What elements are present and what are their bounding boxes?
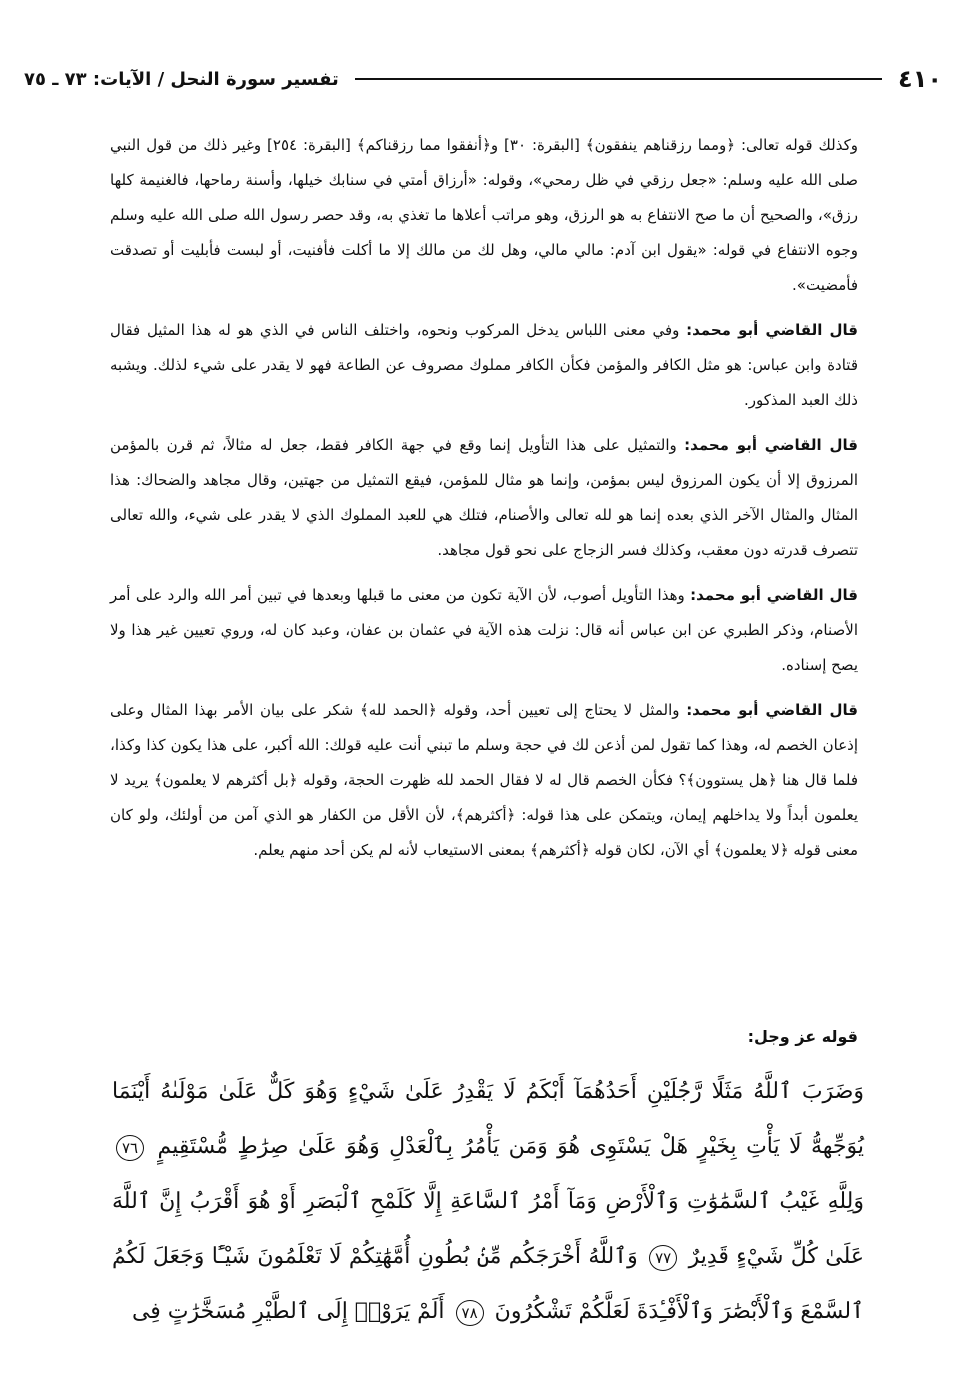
paragraph-text: وكذلك قوله تعالى: ﴿ومما رزقناهم ينفقون﴾ [البقرة: ٣٠] و﴿أنفقوا مما رزقناكم﴾ [البقرة: ٢٥٤] وغير ذلك من قول النبي صلى الله عليه وسلم: «جعل رزقي في ظل رمحي»، وقوله: «أرزاق أمتي في سنابك خيلها، وأسنة رماحها، فالغنيمة كلها رزق»، والصحيح أن ما صح الانتفاع به هو الرزق، وهو مراتب أعلاها ما تغذي به، وقد حصر رسول الله صلى الله عليه وسلم وجوه الانتفاع في قوله: «يقول ابن آدم: مالي مالي، وهل لك من مالك إلا ما أكلت فأفنيت، أو لبست فأبليت أو تصدقت فأمضيت». [110, 136, 858, 294]
ayah-number-marker: ٧٦ [116, 1135, 144, 1161]
paragraph-text: والتمثيل على هذا التأويل إنما وقع في جهة الكافر فقط، جعل له مثالاً، ثم قرن بالمؤمن المرزوق إلا أن يكون المرزوق ليس بمؤمن، وإنما هو مثال للمؤمن، فيقع التمثيل من جهتين، وقال مجاهد والضحاك: هذا المثال والمثال الآخر الذي بعده إنما هو لله تعالى والأصنام، فتلك هي للعبد المملوك الذي لا يقدر على شيء، والله تعالى تتصرف قدرته دون معقب، وكذلك فسر الزجاج على نحو قول مجاهد. [110, 436, 858, 559]
paragraph-speaker: قال القاضي أبو محمد: [690, 586, 858, 604]
verse-text: وَٱللَّهُ أَخْرَجَكُم مِّنۢ بُطُونِ أُمَّهَٰتِكُمْ لَا تَعْلَمُونَ شَيْـًٔا وَجَعَلَ لَكُمُ ٱلسَّمْعَ وَٱلْأَبْصَٰرَ وَٱلْأَفْـِٔدَةَ لَعَلَّكُمْ تَشْكُرُونَ [112, 1244, 864, 1324]
running-title: تفسير سورة النحل / الآيات: ٧٣ ـ ٧٥ [24, 68, 339, 90]
verse-intro: قوله عز وجل: [747, 1027, 858, 1046]
verse-text: أَلَمْ يَرَوْا۟ إِلَى ٱلطَّيْرِ مُسَخَّرَٰتٍ فِى [131, 1299, 445, 1324]
quran-verses [112, 1064, 864, 1339]
commentary-body [110, 128, 858, 878]
page-header [24, 62, 942, 96]
header-rule [355, 78, 882, 80]
ayah-number-marker: ٧٧ [649, 1245, 677, 1271]
paragraph-speaker: قال القاضي أبو محمد: [686, 701, 858, 719]
paragraph-speaker: قال القاضي أبو محمد: [684, 436, 858, 454]
paragraph [110, 578, 858, 683]
paragraph-text: والمثل لا يحتاج إلى تعيين أحد، وقوله ﴿الحمد لله﴾ شكر على بيان الأمر بهذا المثال وعلى إذعان الخصم له، وهذا كما تقول لمن أذعن لك في حجة وسلم ما تبني أنت عليه قولك: الله أكبر، على هذا يكون كذا وكذا، فلما قال هنا ﴿هل يستوون﴾؟ فكأن الخصم قال له لا فقال الحمد لله ظهرت الحجة، وقوله ﴿بل أكثرهم لا يعلمون﴾ يريد لا يعلمون أبداً ولا يداخلهم إيمان، ويتمكن على هذا قوله: ﴿أكثرهم﴾، لأن الأقل من الكفار هو الذي آمن من أولئك، ولو كان معنى قوله ﴿لا يعلمون﴾ أي الآن، لكان قوله ﴿أكثرهم﴾ بمعنى الاستيعاب لأنه لم يكن أحد منهم يعلم. [110, 701, 858, 859]
paragraph [110, 693, 858, 868]
verse-text: وَضَرَبَ ٱللَّهُ مَثَلًا رَّجُلَيْنِ أَحَدُهُمَآ أَبْكَمُ لَا يَقْدِرُ عَلَىٰ شَيْءٍ وَهُوَ كَلٌّ عَلَىٰ مَوْلَىٰهُ أَيْنَمَا يُوَجِّههُّ لَا يَأْتِ بِخَيْرٍ هَلْ يَسْتَوِى هُوَ وَمَن يَأْمُرُ بِٱلْعَدْلِ وَهُوَ عَلَىٰ صِرَٰطٍ مُّسْتَقِيمٍ [112, 1079, 864, 1159]
verse-text: وَلِلَّهِ غَيْبُ ٱلسَّمَٰوَٰتِ وَٱلْأَرْضِ وَمَآ أَمْرُ ٱلسَّاعَةِ إِلَّا كَلَمْحِ ٱلْبَصَرِ أَوْ هُوَ أَقْرَبُ إِنَّ ٱللَّهَ عَلَىٰ كُلِّ شَيْءٍ قَدِيرٌ [112, 1189, 865, 1269]
ayah-number-marker: ٧٨ [456, 1300, 484, 1326]
paragraph [110, 313, 858, 418]
paragraph [110, 428, 858, 568]
paragraph-speaker: قال القاضي أبو محمد: [686, 321, 858, 339]
paragraph-text: وهذا التأويل أصوب، لأن الآية تكون من معنى ما قبلها وبعدها في تبين أمر الله والرد على أمر الأصنام، وذكر الطبري عن ابن عباس أنه قال: نزلت هذه الآية في عثمان بن عفان، وعبد كان له، وروي تعيين غير هذا ولا يصح إسناده. [110, 586, 858, 674]
page-number: ٤١٠ [898, 65, 942, 93]
paragraph [110, 128, 858, 303]
paragraph-text: وفي معنى اللباس يدخل المركوب ونحوه، واختلف الناس في الذي هو له هذا المثيل فقال قتادة وابن عباس: هو مثل الكافر والمؤمن فكأن الكافر مملوك مصروف عن الطاعة فهو لا يقدر على شيء لذلك. ويشبه ذلك العبد المذكور. [110, 321, 858, 409]
